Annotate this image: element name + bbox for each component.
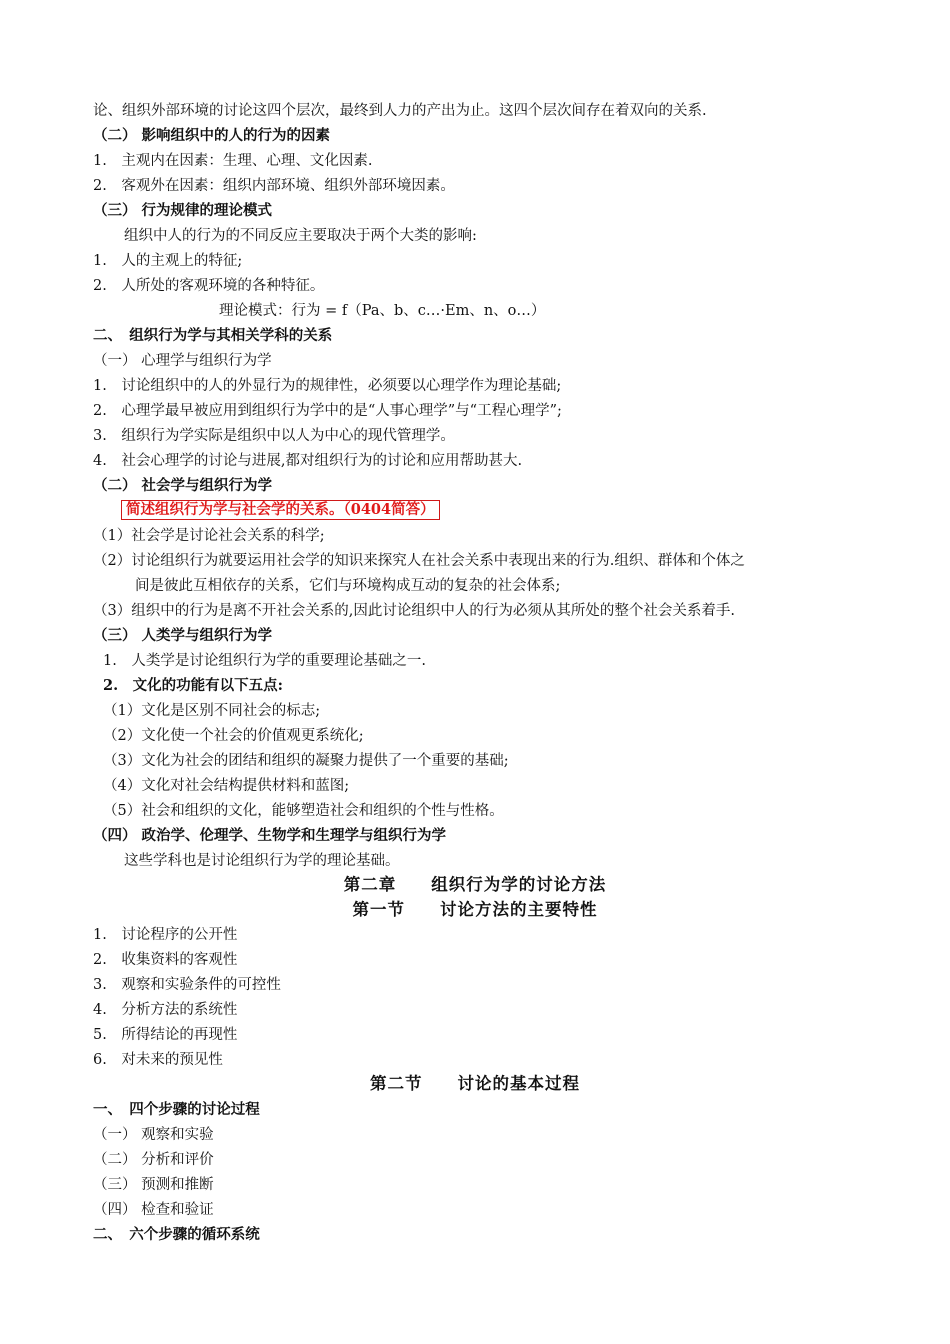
subheading: （三） 行为规律的理论模式 — [93, 202, 273, 219]
list-item-continuation: 间是彼此互相依存的关系，它们与环境构成互动的复杂的社会体系; — [135, 578, 561, 594]
subheading: （二） 社会学与组织行为学 — [93, 477, 273, 494]
list-item: 1. 人类学是讨论组织行为学的重要理论基础之一. — [103, 653, 426, 669]
section-heading: 一、 四个步骤的讨论过程 — [93, 1101, 260, 1118]
subheading: （二） 影响组织中的人的行为的因素 — [93, 127, 331, 144]
list-item: （3）组织中的行为是离不开社会关系的,因此讨论组织中人的行为必须从其所处的整个社会关系着手. — [93, 603, 735, 619]
exam-question-box — [121, 500, 440, 520]
list-item: 1. 讨论组织中的人的外显行为的规律性，必须要以心理学作为理论基础; — [93, 378, 562, 394]
section-heading: 二、 组织行为学与其相关学科的关系 — [93, 327, 333, 344]
paragraph: 组织中人的行为的不同反应主要取决于两个大类的影响: — [124, 228, 477, 244]
list-item: 5. 所得结论的再现性 — [93, 1027, 238, 1043]
paragraph: 这些学科也是讨论组织行为学的理论基础。 — [124, 853, 400, 869]
list-item: 2. 心理学最早被应用到组织行为学中的是“人事心理学”与“工程心理学”; — [93, 403, 562, 419]
list-item-heading: 2. 文化的功能有以下五点: — [103, 677, 283, 694]
list-item: 3. 组织行为学实际是组织中以人为中心的现代管理学。 — [93, 428, 455, 444]
list-item: （4）文化对社会结构提供材料和蓝图; — [103, 778, 350, 794]
list-item: （二） 分析和评价 — [93, 1152, 214, 1168]
list-item: 2. 人所处的客观环境的各种特征。 — [93, 278, 325, 294]
subheading: （三） 人类学与组织行为学 — [93, 627, 273, 644]
subheading: （四） 政治学、伦理学、生物学和生理学与组织行为学 — [93, 827, 447, 844]
exam-question-text: 简述组织行为学与社会学的关系。（0404简答） — [121, 500, 440, 520]
section-heading: 二、 六个步骤的循环系统 — [93, 1226, 260, 1243]
list-item: 2. 收集资料的客观性 — [93, 952, 238, 968]
list-item: 2. 客观外在因素：组织内部环境、组织外部环境因素。 — [93, 178, 455, 194]
list-item: （3）文化为社会的团结和组织的凝聚力提供了一个重要的基础; — [103, 753, 509, 769]
list-item: 3. 观察和实验条件的可控性 — [93, 977, 281, 993]
list-item: （1）文化是区别不同社会的标志; — [103, 703, 321, 719]
list-item: （5）社会和组织的文化，能够塑造社会和组织的个性与性格。 — [103, 803, 504, 819]
list-item: （1）社会学是讨论社会关系的科学; — [93, 528, 325, 544]
list-item: （四） 检查和验证 — [93, 1202, 214, 1218]
paragraph-continuation: 论、组织外部环境的讨论这四个层次，最终到人力的产出为止。这四个层次间存在着双向的关系. — [93, 103, 707, 119]
list-item: （三） 预测和推断 — [93, 1177, 214, 1193]
list-item: （2）文化使一个社会的价值观更系统化; — [103, 728, 364, 744]
chapter-title: 第二章 组织行为学的讨论方法 — [343, 875, 607, 894]
list-item: （2）讨论组织行为就要运用社会学的知识来探究人在社会关系中表现出来的行为.组织、群体和个体之 — [93, 553, 745, 569]
list-item: （一） 观察和实验 — [93, 1127, 214, 1143]
formula: 理论模式：行为 = f（Pa、b、c…·Em、n、o…） — [219, 303, 546, 319]
list-item: 1. 讨论程序的公开性 — [93, 927, 238, 943]
list-item: 4. 分析方法的系统性 — [93, 1002, 238, 1018]
list-item: 1. 人的主观上的特征; — [93, 253, 243, 269]
section-title: 第一节 讨论方法的主要特性 — [352, 900, 598, 919]
list-item: 6. 对未来的预见性 — [93, 1052, 223, 1068]
list-item: 4. 社会心理学的讨论与进展,都对组织行为的讨论和应用帮助甚大. — [93, 453, 523, 469]
section-title: 第二节 讨论的基本过程 — [370, 1074, 580, 1093]
subheading: （一） 心理学与组织行为学 — [93, 353, 272, 369]
list-item: 1. 主观内在因素：生理、心理、文化因素. — [93, 153, 373, 169]
